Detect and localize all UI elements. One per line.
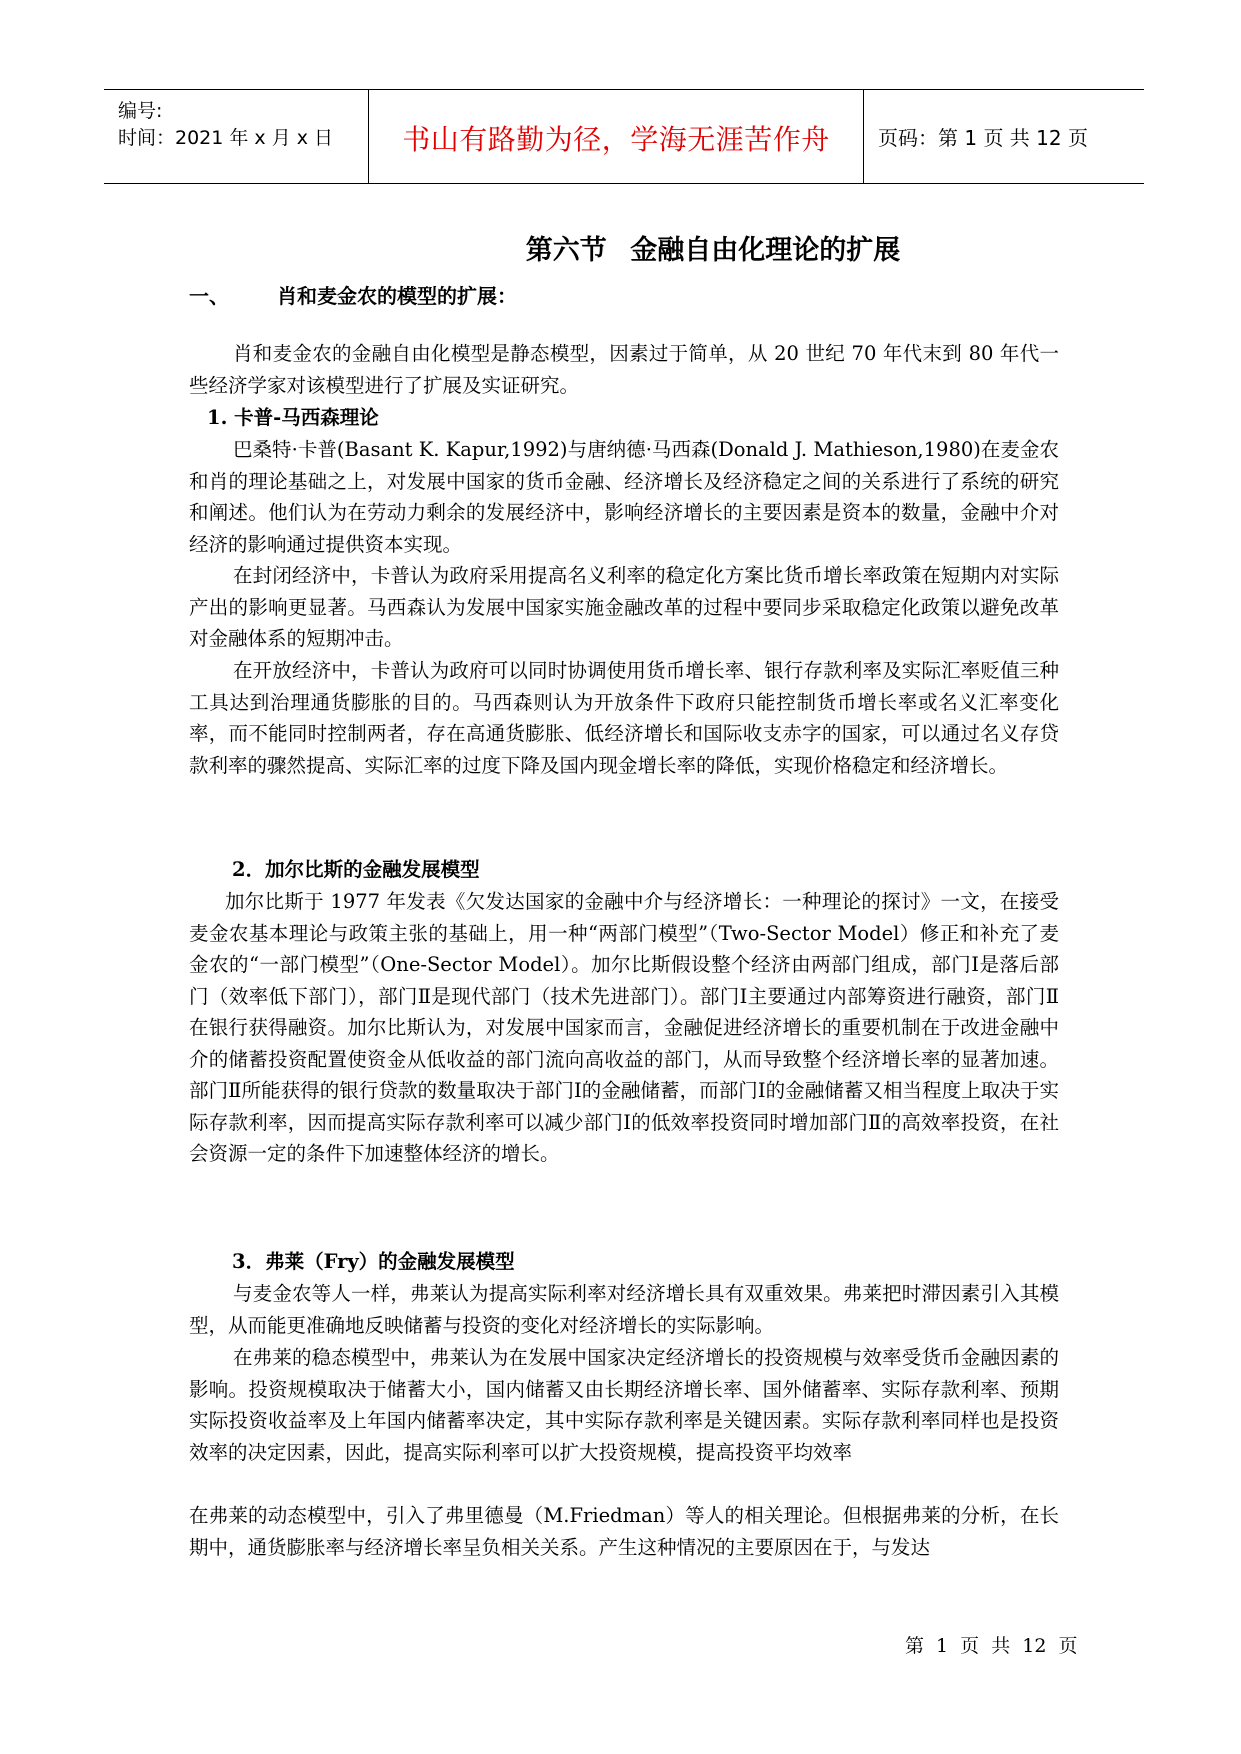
- document-number-label: 编号:: [118, 100, 163, 122]
- section-title: 第六节 金融自由化理论的扩展: [525, 235, 901, 266]
- subsection-2-paragraph-1: 加尔比斯于 1977 年发表《欠发达国家的金融中介与经济增长：一种理论的探讨》一文，在接受麦金农基本理论与政策主张的基础上，用一种“两部门模型”（Two-Sector Model）修正和补充了麦金农的“一部门模型”（One-Sector Model）。加尔比斯假设整个经济由两部门组成，部门Ⅰ是落后部门（效率低下部门），部门Ⅱ是现代部门（技术先进部门）。部门Ⅰ主要通过内部筹资进行融资，部门Ⅱ在银行获得融资。加尔比斯认为，对发展中国家而言，金融促进经济增长的重要机制在于改进金融中介的储蓄投资配置使资金从低收益的部门流向高收益的部门，从而导致整个经济增长率的显著加速。部门Ⅱ所能获得的银行贷款的数量取决于部门Ⅰ的金融储蓄，而部门Ⅰ的金融储蓄又相当程度上取决于实际存款利率，因而提高实际存款利率可以减少部门Ⅰ的低效率投资同时增加部门Ⅱ的高效率投资，在社会资源一定的条件下加速整体经济的增长。: [189, 890, 1059, 1165]
- heading-1-text: 肖和麦金农的模型的扩展：: [277, 284, 517, 308]
- heading-1: [189, 280, 517, 309]
- header-motto: 书山有路勤为径，学海无涯苦作舟: [402, 123, 830, 156]
- heading-1-number: 一、: [189, 284, 229, 308]
- subsection-1-paragraph-1: 巴桑特·卡普(Basant K. Kapur,1992)与唐纳德·马西森(Donald J. Mathieson,1980)在麦金农和肖的理论基础之上，对发展中国家的货币金融、经济增长及经济稳定之间的关系进行了系统的研究和阐述。他们认为在劳动力剩余的发展经济中，影响经济增长的主要因素是资本的数量，金融中介对经济的影响通过提供资本实现。: [189, 438, 1059, 556]
- subsection-1-paragraph-3: 在开放经济中，卡普认为政府可以同时协调使用货币增长率、银行存款利率及实际汇率贬值三种工具达到治理通货膨胀的目的。马西森则认为开放条件下政府只能控制货币增长率或名义汇率变化率，而不能同时控制两者，存在高通货膨胀、低经济增长和国际收支赤字的国家，可以通过名义存贷款利率的骤然提高、实际汇率的过度下降及国内现金增长率的降低，实现价格稳定和经济增长。: [189, 659, 1059, 777]
- header-info-cell: [104, 90, 368, 183]
- subsection-2-title: 2．加尔比斯的金融发展模型: [232, 858, 480, 881]
- subsection-3-title: 3．弗莱（Fry）的金融发展模型: [232, 1250, 515, 1273]
- document-time-label: 时间：2021 年 x 月 x 日: [118, 127, 334, 149]
- header-page-label: 页码：第 1 页 共 12 页: [878, 126, 1088, 150]
- page-header: [104, 89, 1144, 184]
- intro-paragraph: 肖和麦金农的金融自由化模型是静态模型，因素过于简单，从 20 世纪 70 年代末到 80 年代一些经济学家对该模型进行了扩展及实证研究。: [189, 342, 1059, 397]
- page-footer: 第 1 页 共 12 页: [905, 1635, 1078, 1657]
- header-motto-cell: [368, 90, 864, 183]
- subsection-3-paragraph-1: 与麦金农等人一样，弗莱认为提高实际利率对经济增长具有双重效果。弗莱把时滞因素引入其模型，从而能更准确地反映储蓄与投资的变化对经济增长的实际影响。: [189, 1282, 1059, 1337]
- subsection-1-title: 1. 卡普-马西森理论: [207, 406, 379, 429]
- subsection-3-paragraph-3: 在弗莱的动态模型中，引入了弗里德曼（M.Friedman）等人的相关理论。但根据弗莱的分析，在长期中，通货膨胀率与经济增长率呈负相关关系。产生这种情况的主要原因在于，与发达: [189, 1504, 1059, 1559]
- header-page-cell: [864, 90, 1144, 183]
- subsection-3-paragraph-2: 在弗莱的稳态模型中，弗莱认为在发展中国家决定经济增长的投资规模与效率受货币金融因素的影响。投资规模取决于储蓄大小，国内储蓄又由长期经济增长率、国外储蓄率、实际存款利率、预期实际投资收益率及上年国内储蓄率决定，其中实际存款利率是关键因素。实际存款利率同样也是投资效率的决定因素，因此，提高实际利率可以扩大投资规模，提高投资平均效率: [189, 1346, 1059, 1464]
- subsection-1-paragraph-2: 在封闭经济中，卡普认为政府采用提高名义利率的稳定化方案比货币增长率政策在短期内对实际产出的影响更显著。马西森认为发展中国家实施金融改革的过程中要同步采取稳定化政策以避免改革对金融体系的短期冲击。: [189, 564, 1059, 650]
